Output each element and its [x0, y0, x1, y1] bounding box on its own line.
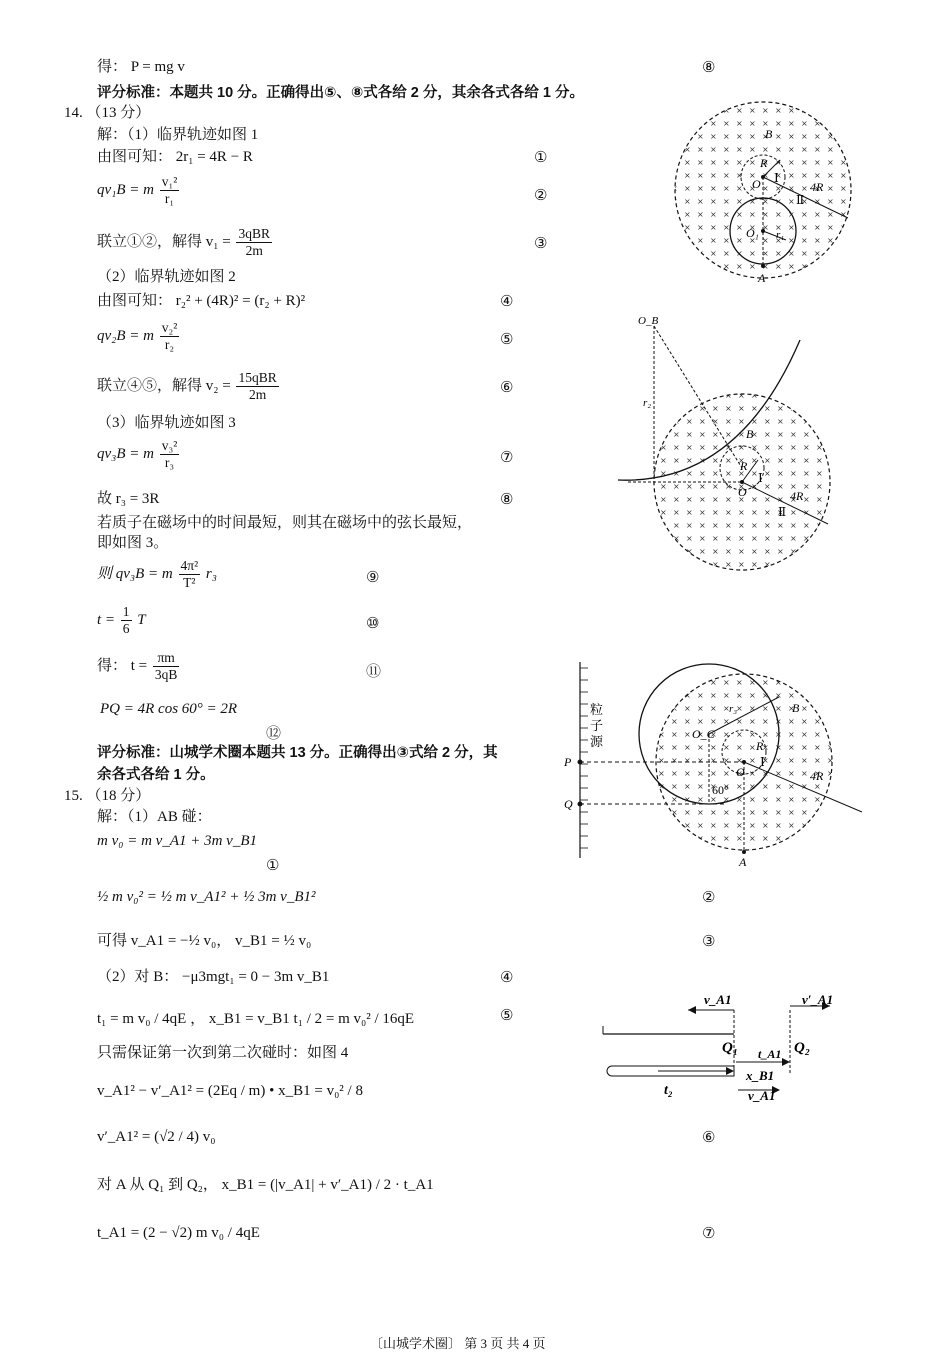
p14-eq5-frac [160, 320, 180, 353]
fig2-R: R [740, 459, 748, 473]
p14-eq11-den: 3qB [154, 667, 178, 682]
p14-eq9-frac [179, 558, 201, 591]
p15-eq3: 可得 v_A1 = −½ v₀， v_B1 = ½ v₀ [97, 933, 312, 949]
fig3-source2: 子 [590, 718, 604, 733]
p14-eq6-mark: ⑥ [500, 380, 514, 396]
p14-header: 14. （13 分） [64, 105, 151, 121]
fig3-angle: 60° [712, 783, 729, 797]
fig3-4R: 4R [810, 769, 824, 783]
p14-eq9-den: T² [183, 575, 196, 590]
p14-eq2-den: r₁ [164, 191, 175, 206]
p15-part1-title: 解：（1）AB 碰： [97, 809, 212, 825]
p14-eq5-mark: ⑤ [500, 332, 514, 348]
p14-eq8-mark: ⑧ [500, 492, 514, 508]
p15-eq6-mark: ⑥ [702, 1130, 716, 1146]
fig3-I: Ⅰ [760, 755, 765, 769]
p15-eq6a: v_A1² − v′_A1² = (2Eq / m) • x_B1 = v₀² / 8 [97, 1083, 363, 1099]
fig3-Q: Q [564, 797, 573, 811]
fig3-P: P [564, 755, 572, 769]
p14-grading1: 评分标准：山城学术圈本题共 13 分。正确得出③式给 2 分，其 [97, 745, 498, 761]
p14-eq7-mark: ⑦ [500, 450, 514, 466]
figure-1 [668, 90, 868, 290]
p14-eq10-mark: ⑩ [366, 616, 380, 632]
p15-eq3-mark: ③ [702, 934, 716, 950]
fig4-t2: t₂ [664, 1083, 673, 1098]
p15-eq4: （2）对 B： −μ3mgt₁ = 0 − 3m v_B1 [97, 969, 330, 985]
p14-eq3-num: 3qBR [238, 226, 270, 241]
p14-eq7-den: r₃ [164, 455, 175, 470]
fig3-A: A [739, 855, 747, 869]
p14-eq10-lhs: t = [97, 611, 116, 628]
fig1-R: R [760, 156, 768, 170]
p14-note2: 即如图 3。 [97, 535, 169, 551]
p14-part3-title: （3）临界轨迹如图 3 [97, 415, 236, 431]
fig3-Oc: O_C [692, 727, 715, 741]
p14-eq9-num: 4π² [180, 558, 199, 573]
fig1-II: Ⅱ [796, 193, 805, 207]
p14-eq7 [97, 438, 181, 471]
p14-eq10 [97, 604, 146, 637]
p15-eq1: m v₀ = m v_A1 + 3m v_B1 [97, 833, 258, 849]
p14-eq6 [97, 370, 281, 403]
fig4-vA1-bottom: v_A1 [748, 1088, 776, 1103]
p14-eq10-rhs: T [137, 611, 146, 628]
fig3-B: B [792, 701, 800, 715]
fig3-O: O [736, 765, 745, 779]
p14-eq12-mark: ⑫ [266, 726, 282, 742]
p13-result: 得： P = mg v [97, 59, 185, 75]
fig3-source1: 粒 [590, 702, 604, 717]
p14-eq7-frac [160, 438, 180, 471]
p14-eq10-num: 1 [122, 604, 130, 619]
p14-eq10-frac [121, 604, 132, 637]
p14-eq9 [97, 558, 217, 591]
figure-3 [564, 662, 884, 872]
p14-eq3 [97, 226, 274, 259]
p14-eq11-num: πm [153, 650, 180, 667]
p15-eq7-mark: ⑦ [702, 1226, 716, 1242]
fig4-vA1-prime: v′_A1 [802, 992, 834, 1007]
p13-grading: 评分标准：本题共 10 分。正确得出⑤、⑧式各给 2 分，其余各式各给 1 分。 [97, 85, 584, 101]
p14-eq5-num: v₂² [161, 320, 178, 335]
fig1-A: A [758, 271, 766, 285]
page-footer: 〔山城学术圈〕 第 3 页 共 4 页 [370, 1336, 546, 1351]
p14-eq5-den: r₂ [164, 337, 175, 352]
p14-part2-title: （2）临界轨迹如图 2 [97, 269, 236, 285]
fig2-OB: O_B [638, 315, 659, 327]
p14-eq1-num: ① [534, 150, 548, 166]
p15-eq2-mark: ② [702, 890, 716, 906]
p14-eq8: 故 r₃ = 3R [97, 491, 160, 507]
p15-note1: 只需保证第一次到第二次碰时：如图 4 [97, 1045, 349, 1061]
fig4-Q1: Q₁ [722, 1040, 739, 1056]
p14-eq6-frac [236, 370, 278, 403]
fig2-O: O [738, 485, 747, 499]
p14-eq3-frac [236, 226, 272, 259]
p15-eq5: t₁ = m v₀ / 4qE ， x_B1 = v_B1 t₁ / 2 = m v₀² / 16qE [97, 1011, 415, 1027]
p14-eq1: 由图可知： 2r₁ = 4R − R [97, 149, 253, 165]
p14-grading2: 余各式各给 1 分。 [97, 767, 215, 783]
p14-eq2 [97, 174, 181, 207]
fig4-Q2: Q₂ [794, 1040, 811, 1056]
p15-eq2: ½ m v₀² = ½ m v_A1² + ½ 3m v_B1² [97, 889, 316, 905]
p14-eq3-den: 2m [245, 243, 263, 258]
fig1-O: O [752, 177, 761, 191]
p14-eq4: 由图可知： r₂² + (4R)² = (r₂ + R)² [97, 293, 306, 309]
p14-eq5-lhs: qv₂B = m [97, 327, 154, 344]
p14-eq11-mark: ⑪ [366, 664, 382, 680]
p14-eq9-mark: ⑨ [366, 570, 380, 586]
p14-eq9-lhs: 则 qv₃B = m [97, 565, 173, 582]
p14-eq2-lhs: qv₁B = m [97, 181, 154, 198]
p14-eq11-frac [153, 650, 180, 683]
p15-eq5-mark: ⑤ [500, 1008, 514, 1024]
p15-eq6b: v′_A1² = (√2 / 4) v₀ [97, 1129, 216, 1145]
fig1-I: Ⅰ [774, 171, 779, 185]
fig2-4R: 4R [790, 489, 804, 503]
p14-eq11-lhs: 得： t = [97, 657, 148, 674]
p14-eq11 [97, 650, 181, 683]
p14-part1-title: 解：（1）临界轨迹如图 1 [97, 127, 259, 143]
p14-eq10-den: 6 [122, 621, 130, 636]
fig1-O1: O₁ [746, 226, 759, 240]
fig1-4R: 4R [810, 180, 824, 194]
fig1-r1: r₁ [776, 229, 785, 241]
p14-eq2-mark: ② [534, 188, 548, 204]
p14-eq2-num: v₁² [161, 174, 178, 189]
p14-eq6-num: 15qBR [238, 370, 277, 385]
fig2-II: Ⅱ [778, 505, 787, 519]
fig4-vA1-top: v_A1 [704, 992, 732, 1007]
fig2-B: B [746, 427, 754, 441]
p14-eq7-num: v₃² [161, 438, 178, 453]
p14-eq6-den: 2m [248, 387, 267, 402]
fig3-r3: r₃ [729, 703, 738, 715]
p15-eq4-mark: ④ [500, 970, 514, 986]
fig4-xB1: x_B1 [746, 1068, 775, 1083]
p15-eq7b: t_A1 = (2 − √2) m v₀ / 4qE [97, 1225, 260, 1241]
fig2-r2: r₂ [643, 397, 652, 409]
fig3-R: R [756, 739, 764, 753]
p14-eq4-mark: ④ [500, 294, 514, 310]
fig2-I: Ⅰ [758, 471, 763, 485]
p14-eq7-lhs: qv₃B = m [97, 445, 154, 462]
fig1-B: B [765, 127, 773, 141]
p14-note1: 若质子在磁场中的时间最短，则其在磁场中的弦长最短， [97, 515, 473, 531]
p14-eq6-text: 联立④⑤，解得 v₂ = [97, 377, 231, 394]
p15-eq7a: 对 A 从 Q₁ 到 Q₂， x_B1 = (|v_A1| + v′_A1) / 2 · t_A1 [97, 1177, 434, 1193]
figure-2 [618, 310, 848, 560]
fig4-tA1: t_A1 [758, 1047, 782, 1061]
p14-eq5 [97, 320, 181, 353]
p14-eq9-rhs: r₃ [205, 565, 217, 582]
p14-eq3-mark: ③ [534, 236, 548, 252]
p15-header: 15. （18 分） [64, 788, 151, 804]
p14-eq2-frac [160, 174, 180, 207]
fig3-source3: 源 [590, 734, 604, 749]
p13-result-num: ⑧ [702, 60, 716, 76]
p14-eq12: PQ = 4R cos 60° = 2R [100, 701, 238, 717]
p14-eq3-text: 联立①②，解得 v₁ = [97, 233, 231, 250]
figure-4 [598, 990, 848, 1103]
p15-eq1-mark: ① [266, 858, 280, 874]
